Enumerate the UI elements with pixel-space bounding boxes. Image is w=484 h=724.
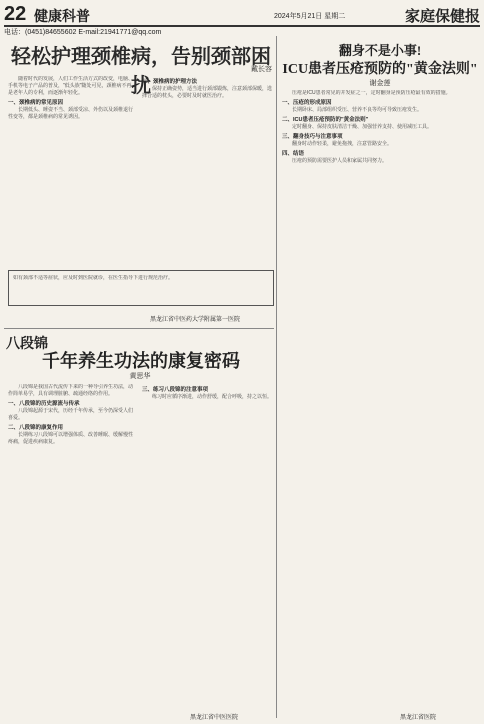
article3-para: 翻身时动作轻柔，避免拖拽，注意管路安全。 [292,141,393,147]
article1-callout-box [8,270,274,306]
article2-body-right [142,384,272,704]
article2-para: 长期练习八段锦可以增强体质、改善睡眠、缓解慢性疼痛，促进疾病康复。 [8,432,134,445]
article2-para: 练习时应循序渐进，动作舒缓，配合呼吸，持之以恒。 [152,394,272,400]
article3-author: 谢金莲 [369,80,391,87]
article2-title: 千年养生功法的康复密码 [42,351,240,371]
article3-body [282,90,478,706]
article1-author: 戴长容 [251,66,272,73]
paper-name: 家庭保健报 [404,9,480,25]
article2-affiliation: 黑龙江省中医医院 [190,715,239,721]
article1-affiliation: 黑龙江省中医药大学附属第一医院 [150,317,241,323]
article3-heading: 四、结语 [282,151,305,157]
article1-heading: 二、颈椎病的护理方法 [142,79,198,85]
page-header [4,3,480,27]
article3-para: 定时翻身、保持皮肤清洁干燥、加强营养支持、使用减压工具。 [292,124,433,130]
column-name: 健康科普 [34,10,90,25]
article1-para: 随着时代的发展，人们工作生活方式的改变，电脑、手机等电子产品的普及，"低头族"随处可见，颈椎病不再是老年人的专利，而逐渐年轻化。 [8,76,134,96]
article3-title: ICU患者压疮预防的"黄金法则" [282,62,478,77]
contact-line: 电话：(0451)84655602 E-mail:21941771@qq.com [4,29,162,36]
article3-heading: 一、压疮的形成原因 [282,100,332,106]
article3-heading: 二、ICU患者压疮预防的"黄金法则" [282,117,369,123]
article1-body-right [142,76,272,266]
article2-body-left [8,384,136,710]
article3-affiliation: 黑龙江省医院 [400,715,437,721]
article3-para: 压疮是ICU患者常见的并发症之一，定时翻身是预防压疮最有效的措施。 [292,90,451,96]
article2-para: 八段锦起源于宋代，历经千年传承，至今仍深受人们喜爱。 [8,408,134,421]
article2-heading: 一、八段锦的历史源流与传承 [8,401,80,407]
article1-title: 轻松护理颈椎病，告别颈部困扰 [11,46,271,97]
article2-heading: 三、练习八段锦的注意事项 [142,387,209,393]
column-divider [276,36,277,718]
article3-para: 长期卧床、局部组织受压、营养不良等均可导致压疮发生。 [292,107,423,113]
article1-para: 保持正确姿势，适当进行颈部锻炼，注意颈部保暖，选择合适的枕头，必要时及时就医治疗。 [142,86,272,99]
callout-text: 如有颈部不适等症状，应及时到医院就诊，在医生指导下进行规范治疗。 [13,275,174,281]
article3-kicker: 翻身不是小事! [338,43,422,58]
article1-heading: 一、颈椎病的常见原因 [8,100,64,106]
article1-body-left [8,76,136,266]
article3-para: 压疮的预防需要医护人员和家属共同努力。 [292,158,388,164]
article2-tag: 八段锦 [6,337,48,352]
section-divider [4,328,274,329]
article2-para: 八段锦是我国古代流传下来的一种导引养生功法，动作简单易学，具有调理脏腑、疏通经络的作用。 [8,384,134,397]
issue-date: 2024年5月21日 星期二 [274,13,346,20]
article1-para: 长期低头、睡姿不当、颈部受凉、外伤以及颈椎退行性变等，都是颈椎病的常见诱因。 [8,107,134,120]
article2-heading: 二、八段锦的康复作用 [8,425,64,431]
article3-heading: 三、翻身技巧与注意事项 [282,134,343,140]
page-number: 22 [4,3,27,25]
article2-author: 黄思华 [129,373,151,380]
